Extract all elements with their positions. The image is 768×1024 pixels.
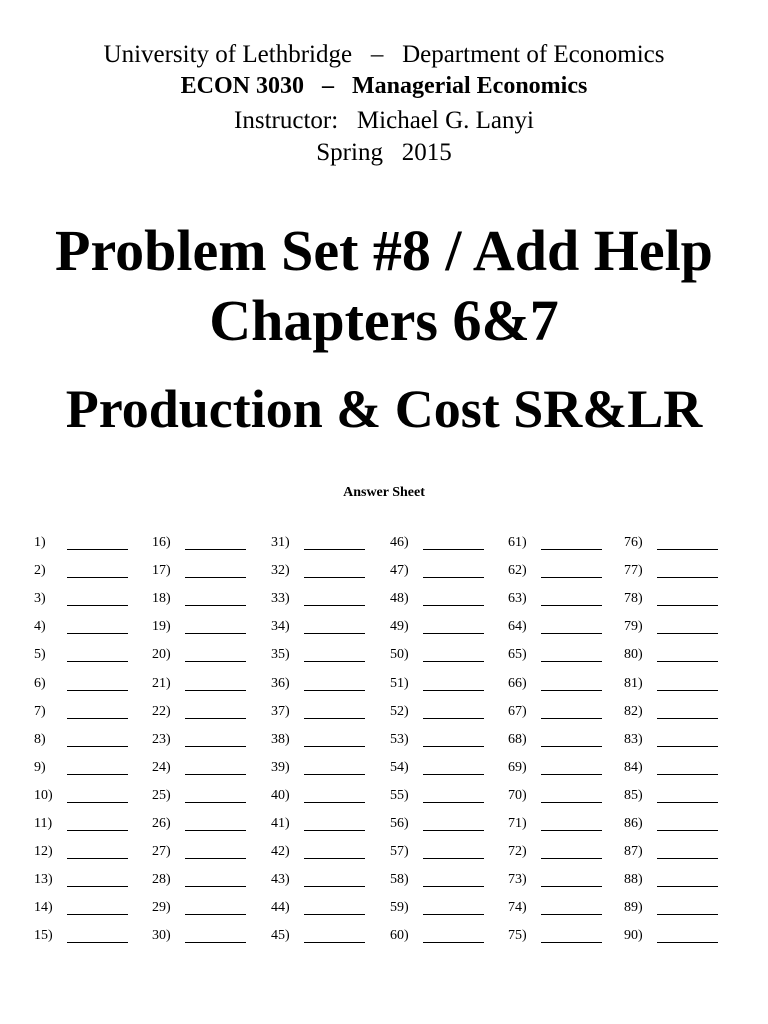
answer-blank[interactable] [657,718,718,719]
answer-blank[interactable] [185,718,246,719]
question-number: 63) [508,591,527,607]
question-number: 5) [34,647,46,663]
answer-blank[interactable] [541,690,602,691]
question-number: 2) [34,563,46,579]
answer-blank[interactable] [423,914,484,915]
question-number: 23) [152,731,171,747]
question-number: 71) [508,816,527,831]
question-number: 77) [624,563,643,579]
answer-blank[interactable] [67,549,128,550]
question-number: 86) [624,816,643,831]
answer-blank[interactable] [67,577,128,578]
problem-set-title: Problem Set #8 / Add Help [55,218,713,283]
answer-blank[interactable] [657,577,718,578]
answer-blank[interactable] [304,886,365,887]
answer-row [34,561,734,581]
answer-blank[interactable] [657,886,718,887]
answer-blank[interactable] [423,577,484,578]
answer-row [34,702,734,722]
question-number: 73) [508,872,527,888]
answer-blank[interactable] [67,802,128,803]
answer-blank[interactable] [423,549,484,550]
answer-blank[interactable] [541,661,602,662]
answer-blank[interactable] [657,914,718,915]
question-number: 85) [624,787,643,803]
answer-row [34,533,734,553]
question-number: 75) [508,928,527,944]
answer-blank[interactable] [423,661,484,662]
answer-blank[interactable] [185,633,246,634]
question-number: 3) [34,591,46,607]
answer-blank[interactable] [304,549,365,550]
question-number: 14) [34,900,53,916]
answer-blank[interactable] [304,830,365,831]
answer-row [34,842,734,862]
answer-blank[interactable] [541,802,602,803]
answer-blank[interactable] [541,633,602,634]
question-number: 8) [34,731,46,747]
question-number: 16) [152,535,171,550]
question-number: 60) [390,928,409,944]
question-number: 87) [624,844,643,860]
question-number: 74) [508,900,527,916]
question-number: 70) [508,787,527,803]
answer-blank[interactable] [67,605,128,606]
answer-blank[interactable] [657,830,718,831]
question-number: 58) [390,872,409,888]
question-number: 18) [152,591,171,607]
question-number: 32) [271,563,290,579]
answer-blank[interactable] [423,886,484,887]
question-number: 62) [508,563,527,579]
question-number: 47) [390,563,409,579]
answer-blank[interactable] [657,549,718,550]
question-number: 34) [271,619,290,635]
answer-blank[interactable] [423,942,484,943]
answer-blank[interactable] [67,661,128,662]
answer-blank[interactable] [423,802,484,803]
question-number: 78) [624,591,643,607]
answer-blank[interactable] [423,605,484,606]
answer-blank[interactable] [657,802,718,803]
chapters-title: Chapters 6&7 [209,288,559,353]
question-number: 46) [390,535,409,550]
answer-blank[interactable] [423,690,484,691]
answer-blank[interactable] [304,718,365,719]
course-title-line: ECON 3030 – Managerial Economics [180,73,588,99]
question-number: 66) [508,675,527,691]
answer-blank[interactable] [423,858,484,859]
answer-blank[interactable] [304,774,365,775]
question-number: 52) [390,703,409,719]
answer-blank[interactable] [67,914,128,915]
question-number: 69) [508,759,527,775]
question-number: 36) [271,675,290,691]
question-number: 4) [34,619,46,635]
answer-blank[interactable] [304,914,365,915]
answer-row [34,814,734,834]
question-number: 17) [152,563,171,579]
answer-blank[interactable] [304,858,365,859]
answer-blank[interactable] [657,690,718,691]
answer-blank[interactable] [541,830,602,831]
question-number: 49) [390,619,409,635]
answer-blank[interactable] [541,549,602,550]
answer-blank[interactable] [304,577,365,578]
answer-blank[interactable] [67,633,128,634]
answer-blank[interactable] [67,690,128,691]
answer-blank[interactable] [541,914,602,915]
answer-blank[interactable] [657,942,718,943]
answer-row [34,926,734,946]
question-number: 31) [271,535,290,550]
question-number: 80) [624,647,643,663]
answer-blank[interactable] [541,605,602,606]
answer-blank[interactable] [304,661,365,662]
answer-blank[interactable] [185,886,246,887]
question-number: 83) [624,731,643,747]
answer-blank[interactable] [657,858,718,859]
answer-blank[interactable] [185,858,246,859]
question-number: 41) [271,816,290,831]
question-number: 68) [508,731,527,747]
answer-blank[interactable] [423,746,484,747]
answer-blank[interactable] [541,886,602,887]
answer-blank[interactable] [541,746,602,747]
question-number: 55) [390,787,409,803]
answer-row [34,898,734,918]
question-number: 39) [271,759,290,775]
answer-blank[interactable] [185,774,246,775]
answer-row [34,758,734,778]
answer-blank[interactable] [185,746,246,747]
question-number: 25) [152,787,171,803]
answer-blank[interactable] [657,605,718,606]
answer-blank[interactable] [185,914,246,915]
question-number: 6) [34,675,46,691]
answer-blank[interactable] [541,577,602,578]
question-number: 20) [152,647,171,663]
question-number: 28) [152,872,171,888]
answer-blank[interactable] [185,830,246,831]
question-number: 10) [34,787,53,803]
answer-blank[interactable] [304,605,365,606]
answer-row [34,730,734,750]
question-number: 22) [152,703,171,719]
question-number: 30) [152,928,171,944]
question-number: 51) [390,675,409,691]
answer-blank[interactable] [423,633,484,634]
question-number: 54) [390,759,409,775]
answer-blank[interactable] [185,577,246,578]
question-number: 79) [624,619,643,635]
question-number: 19) [152,619,171,635]
answer-blank[interactable] [185,802,246,803]
answer-blank[interactable] [304,746,365,747]
question-number: 11) [34,816,53,831]
answer-blank[interactable] [304,942,365,943]
question-number: 65) [508,647,527,663]
question-number: 12) [34,844,53,860]
answer-blank[interactable] [304,802,365,803]
question-number: 40) [271,787,290,803]
question-number: 81) [624,675,643,691]
question-number: 35) [271,647,290,663]
question-number: 43) [271,872,290,888]
answer-row [34,870,734,890]
answer-blank[interactable] [67,830,128,831]
question-number: 1) [34,535,46,550]
answer-blank[interactable] [67,774,128,775]
question-number: 59) [390,900,409,916]
question-number: 45) [271,928,290,944]
answer-blank[interactable] [67,718,128,719]
question-number: 84) [624,759,643,775]
answer-blank[interactable] [657,633,718,634]
answer-blank[interactable] [185,661,246,662]
question-number: 88) [624,872,643,888]
answer-blank[interactable] [657,661,718,662]
question-number: 13) [34,872,53,888]
answer-blank[interactable] [67,886,128,887]
question-number: 21) [152,675,171,691]
answer-blank[interactable] [67,942,128,943]
question-number: 72) [508,844,527,860]
answer-row [34,617,734,637]
answer-blank[interactable] [541,718,602,719]
answer-blank[interactable] [67,746,128,747]
answer-blank[interactable] [657,774,718,775]
question-number: 53) [390,731,409,747]
question-number: 44) [271,900,290,916]
instructor-line: Instructor: Michael G. Lanyi [234,107,534,134]
question-number: 76) [624,535,643,550]
question-number: 67) [508,703,527,719]
answer-blank[interactable] [541,774,602,775]
question-number: 9) [34,759,46,775]
answer-row [34,674,734,694]
question-number: 82) [624,703,643,719]
answer-blank[interactable] [423,774,484,775]
question-number: 29) [152,900,171,916]
answer-sheet-heading: Answer Sheet [343,485,425,500]
answer-blank[interactable] [304,690,365,691]
question-number: 64) [508,619,527,635]
question-number: 89) [624,900,643,916]
question-number: 48) [390,591,409,607]
question-number: 56) [390,816,409,831]
answer-blank[interactable] [67,858,128,859]
answer-blank[interactable] [423,718,484,719]
question-number: 27) [152,844,171,860]
question-number: 38) [271,731,290,747]
answer-blank[interactable] [541,942,602,943]
answer-blank[interactable] [185,605,246,606]
question-number: 26) [152,816,171,831]
answer-blank[interactable] [185,690,246,691]
answer-blank[interactable] [304,633,365,634]
answer-blank[interactable] [657,746,718,747]
answer-blank[interactable] [185,549,246,550]
answer-blank[interactable] [185,942,246,943]
question-number: 37) [271,703,290,719]
answer-row [34,645,734,665]
question-number: 15) [34,928,53,944]
question-number: 61) [508,535,527,550]
question-number: 42) [271,844,290,860]
question-number: 24) [152,759,171,775]
answer-row [34,786,734,806]
university-department-line: University of Lethbridge – Department of Economics [103,41,665,68]
answer-blank[interactable] [541,858,602,859]
question-number: 50) [390,647,409,663]
topic-subtitle: Production & Cost SR&LR [65,379,703,439]
question-number: 57) [390,844,409,860]
term-line: Spring 2015 [316,139,452,166]
answer-blank[interactable] [423,830,484,831]
question-number: 90) [624,928,643,944]
question-number: 33) [271,591,290,607]
question-number: 7) [34,703,46,719]
answer-row [34,589,734,609]
